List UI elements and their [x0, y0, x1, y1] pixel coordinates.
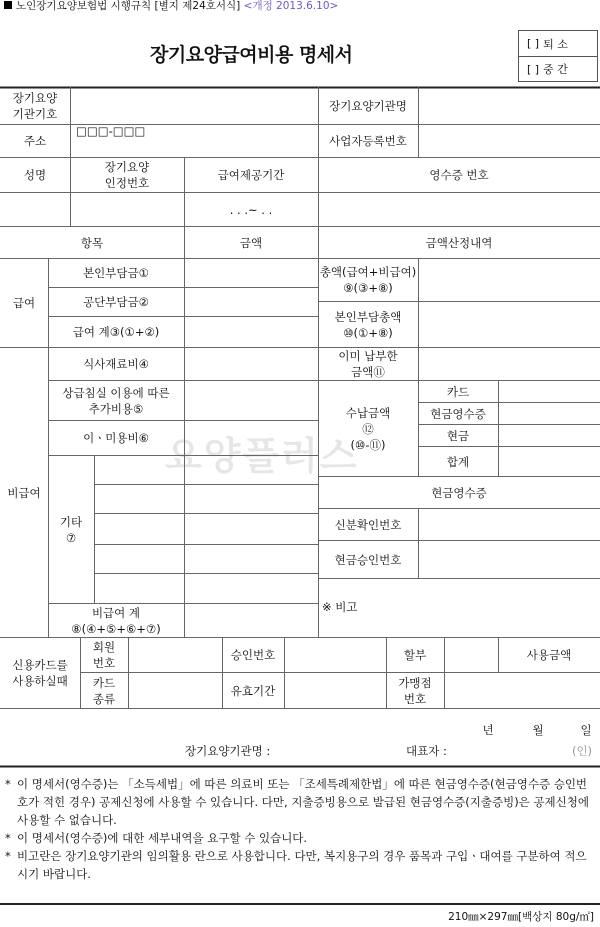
note-3-text: 비고란은 장기요양기관의 임의활용 란으로 사용합니다. 다만, 복지용구의 경우 품목과 구입ㆍ대여를 구분하여 적으시기 바랍니다. — [17, 849, 587, 881]
validity-label: 유효기간 — [230, 683, 276, 698]
card-pay-label: 카드 — [446, 384, 470, 399]
beauty-cost-label: 이ㆍ미용비⑥ — [83, 431, 149, 445]
benefit-group-label: 급여 — [12, 296, 36, 310]
amount-used-label: 사용금액 — [526, 648, 572, 662]
received-amount-label: 수납금액 ⑫ (⑩-⑪) — [345, 405, 391, 452]
note-2-text: 이 명세서(영수증)에 대한 세부내역을 요구할 수 있습니다. — [17, 831, 308, 845]
meal-cost-label: 식사재료비④ — [83, 357, 149, 371]
watermark: 요양플러스 — [165, 434, 359, 478]
card-section-label: 신용카드를 사용하실때 — [12, 658, 68, 688]
revision-date: <개정 2013.6.10> — [243, 0, 339, 12]
period-value-field[interactable]: . . .~ . . — [229, 202, 273, 217]
option-discharge-label: 퇴 소 — [543, 37, 568, 51]
footer-divider — [0, 903, 600, 905]
public-pay-label: 공단부담금② — [83, 295, 149, 309]
law-reference: 노인장기요양보험법 시행규칙 [별지 제24호서식] — [16, 0, 241, 12]
name-label: 성명 — [23, 168, 47, 182]
cash-pay-label: 현금 — [446, 428, 470, 443]
benefit-subtotal-label: 급여 계③(①+②) — [72, 325, 160, 339]
paper-spec: 210㎜×297㎜[백상지 80g/㎡] — [448, 911, 594, 923]
col-amount-header: 금액 — [239, 235, 263, 250]
self-pay-label: 본인부담금① — [83, 266, 149, 280]
period-label: 급여제공기간 — [217, 168, 285, 182]
card-approval-label: 승인번호 — [230, 648, 276, 662]
self-total-label: 본인부담총액 ⑩(①+⑧) — [334, 309, 402, 340]
total-amount-label: 총액(급여+비급여) ⑨(③+⑧) — [319, 265, 417, 295]
card-type-label: 카드 종류 — [92, 675, 116, 706]
cash-approval-label: 현금승인번호 — [334, 552, 402, 567]
seal-mark: (인) — [571, 744, 593, 758]
installment-label: 할부 — [403, 648, 427, 662]
note-1-text: 이 명세서(영수증)는 「소득세법」에 따른 의료비 또는 「조세특례제한법」에 따른 현금영수증(현금영수증 승인번호가 적힌 경우) 공제신청에 사용할 수 있습니다. 다만, 지출증빙용으로 발급된 현금영수증(지출증빙)은 공제신청에 사용할 수 없습니다. — [17, 777, 589, 827]
biz-no-label: 사업자등록번호 — [329, 134, 407, 148]
non-benefit-group-label: 비급여 — [7, 485, 41, 500]
remark-label: ※ 비고 — [322, 600, 358, 614]
col-calc-header: 금액산정내역 — [425, 235, 493, 250]
receipt-no-label: 영수증 번호 — [429, 168, 489, 182]
year-label: 년 — [482, 723, 494, 737]
note-bullet: * — [5, 849, 11, 863]
member-no-label: 회원 번호 — [92, 640, 116, 670]
representative-label: 대표자 : — [406, 744, 447, 758]
note-1 — [5, 775, 595, 829]
upgrade-room-label: 상급침실 이용에 따른 추가비용⑤ — [62, 385, 170, 416]
cash-receipt-header: 현금영수증 — [431, 485, 487, 500]
page-title: 장기요양급여비용 명세서 — [150, 44, 353, 66]
non-benefit-total-label: 비급여 계 ⑧(④+⑤+⑥+⑦) — [71, 605, 161, 636]
checkbox-bracket[interactable]: [ ] — [527, 37, 540, 50]
cash-receipt-pay-label: 현금영수증 — [430, 406, 486, 421]
col-item-header: 항목 — [80, 235, 104, 250]
cert-no-label: 장기요양 인정번호 — [104, 160, 150, 190]
option-interim-label: 중 간 — [543, 63, 568, 76]
checkbox-bracket[interactable]: [ ] — [527, 62, 540, 76]
note-bullet: * — [5, 777, 11, 791]
address-label: 주소 — [23, 134, 47, 148]
sign-inst-name-label: 장기요양기관명 : — [185, 744, 271, 758]
sum-label: 합계 — [446, 454, 470, 469]
merchant-no-label: 가맹점 번호 — [398, 675, 432, 706]
id-no-label: 신분확인번호 — [334, 517, 402, 532]
note-3 — [5, 847, 595, 883]
inst-name-label: 장기요양기관명 — [329, 99, 407, 113]
inst-code-label: 장기요양 기관기호 — [12, 91, 58, 121]
postal-code-boxes[interactable]: □□□-□□□ — [76, 124, 146, 138]
month-label: 월 — [532, 723, 544, 737]
other-cost-label: 기타 ⑦ — [59, 514, 83, 545]
day-label: 일 — [580, 723, 592, 737]
note-bullet: * — [5, 831, 11, 845]
already-paid-label: 이미 납부한 금액⑪ — [338, 349, 398, 379]
note-2 — [5, 829, 595, 847]
